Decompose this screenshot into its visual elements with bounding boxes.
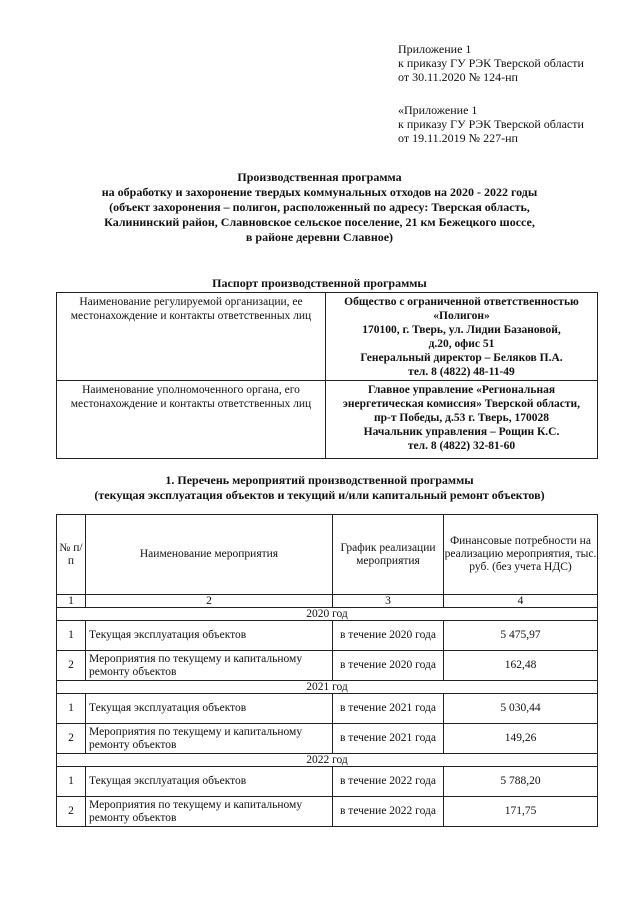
appendix-2020-line3: от 30.11.2020 № 124-нп: [398, 70, 518, 84]
row-name: Мероприятия по текущему и капитальному ремонту объектов: [86, 651, 333, 681]
program-title: [0, 170, 639, 245]
row-num: 2: [57, 797, 86, 827]
column-number: 4: [444, 595, 598, 608]
title-line3: (объект захоронения – полигон, расположенный по адресу: Тверская область,: [109, 200, 530, 214]
passport-row1-line: 170100, г. Тверь, ул. Лидии Базановой,: [362, 324, 561, 336]
title-line2: на обработку и захоронение твердых коммунальных отходов на 2020 - 2022 годы: [101, 185, 538, 199]
year-row: [57, 754, 598, 767]
row-schedule: в течение 2022 года: [333, 767, 444, 797]
row-name: Текущая эксплуатация объектов: [86, 767, 333, 797]
row-value: 5 030,44: [444, 694, 598, 724]
table-row: [57, 621, 598, 651]
table-row: [57, 767, 598, 797]
row-schedule: в течение 2020 года: [333, 621, 444, 651]
section1-heading: [0, 473, 639, 503]
row-num: 2: [57, 724, 86, 754]
passport-row2-line: энергетическая комиссия» Тверской области,: [342, 398, 581, 410]
row-name: Текущая эксплуатация объектов: [86, 694, 333, 724]
header-schedule: График реализации мероприятия: [333, 515, 444, 595]
header-finance: Финансовые потребности на реализацию мероприятия, тыс. руб. (без учета НДС): [444, 515, 598, 595]
measures-header-row: [57, 515, 598, 595]
row-num: 1: [57, 767, 86, 797]
passport-row1-line: д.20, офис 51: [428, 338, 495, 350]
title-line1: Производственная программа: [237, 170, 402, 184]
passport-row2-value: [326, 381, 598, 459]
appendix-2019-line1: «Приложение 1: [398, 103, 478, 117]
row-num: 2: [57, 651, 86, 681]
passport-row2-line: Начальник управления – Рощин К.С.: [363, 426, 560, 438]
passport-heading: [0, 276, 639, 291]
passport-row1-line: Общество с ограниченной ответственностью: [344, 296, 579, 308]
table-row: [57, 694, 598, 724]
passport-table: [56, 292, 598, 459]
passport-row: [57, 381, 598, 459]
measures-table: [56, 514, 598, 827]
year-row: [57, 608, 598, 621]
header-name: Наименование мероприятия: [86, 515, 333, 595]
title-line5: в районе деревни Славное): [245, 230, 394, 244]
passport-row2-line: пр-т Победы, д.53 г. Тверь, 170028: [373, 412, 550, 424]
row-name: Мероприятия по текущему и капитальному ремонту объектов: [86, 724, 333, 754]
column-number: 2: [86, 595, 333, 608]
section1-title-line2: (текущая эксплуатация объектов и текущий и/или капитальный ремонт объектов): [94, 488, 545, 502]
row-num: 1: [57, 621, 86, 651]
appendix-2020-line1: Приложение 1: [398, 42, 472, 56]
row-value: 5 788,20: [444, 767, 598, 797]
appendix-2020-line2: к приказу ГУ РЭК Тверской области: [398, 56, 584, 70]
title-line4: Калининский район, Славновское сельское поселение, 21 км Бежецкого шоссе,: [104, 215, 535, 229]
row-name: Текущая эксплуатация объектов: [86, 621, 333, 651]
passport-row1-label: Наименование регулируемой организации, ее местонахождение и контакты ответственных лиц: [57, 293, 326, 381]
passport-row1-line: тел. 8 (4822) 48-11-49: [408, 366, 515, 378]
row-value: 149,26: [444, 724, 598, 754]
column-number: 1: [57, 595, 86, 608]
passport-row1-value: [326, 293, 598, 381]
passport-row2-label: Наименование уполномоченного органа, его местонахождение и контакты ответственных лиц: [57, 381, 326, 459]
passport-row1-line: Генеральный директор – Беляков П.А.: [360, 352, 563, 364]
passport-row2-line: Главное управление «Региональная: [367, 384, 556, 396]
year-row: [57, 681, 598, 694]
row-name: Мероприятия по текущему и капитальному ремонту объектов: [86, 797, 333, 827]
section1-title-line1: 1. Перечень мероприятий производственной программы: [165, 473, 474, 487]
passport-row1-line: «Полигон»: [433, 310, 490, 322]
year-label: 2021 год: [57, 681, 598, 694]
column-number-row: [57, 595, 598, 608]
row-schedule: в течение 2022 года: [333, 797, 444, 827]
year-label: 2020 год: [57, 608, 598, 621]
table-row: [57, 724, 598, 754]
row-schedule: в течение 2021 года: [333, 694, 444, 724]
passport-heading-text: Паспорт производственной программы: [212, 276, 427, 290]
row-value: 5 475,97: [444, 621, 598, 651]
column-number: 3: [333, 595, 444, 608]
appendix-2019-line3: от 19.11.2019 № 227-нп: [398, 131, 518, 145]
year-label: 2022 год: [57, 754, 598, 767]
passport-row: [57, 293, 598, 381]
appendix-2019-line2: к приказу ГУ РЭК Тверской области: [398, 117, 584, 131]
header-num: № п/п: [57, 515, 86, 595]
table-row: [57, 651, 598, 681]
appendix-2019-block: [398, 103, 584, 145]
table-row: [57, 797, 598, 827]
appendix-2020-block: [398, 42, 584, 84]
row-value: 171,75: [444, 797, 598, 827]
passport-row2-line: тел. 8 (4822) 32-81-60: [407, 440, 516, 452]
row-num: 1: [57, 694, 86, 724]
row-schedule: в течение 2020 года: [333, 651, 444, 681]
row-value: 162,48: [444, 651, 598, 681]
row-schedule: в течение 2021 года: [333, 724, 444, 754]
